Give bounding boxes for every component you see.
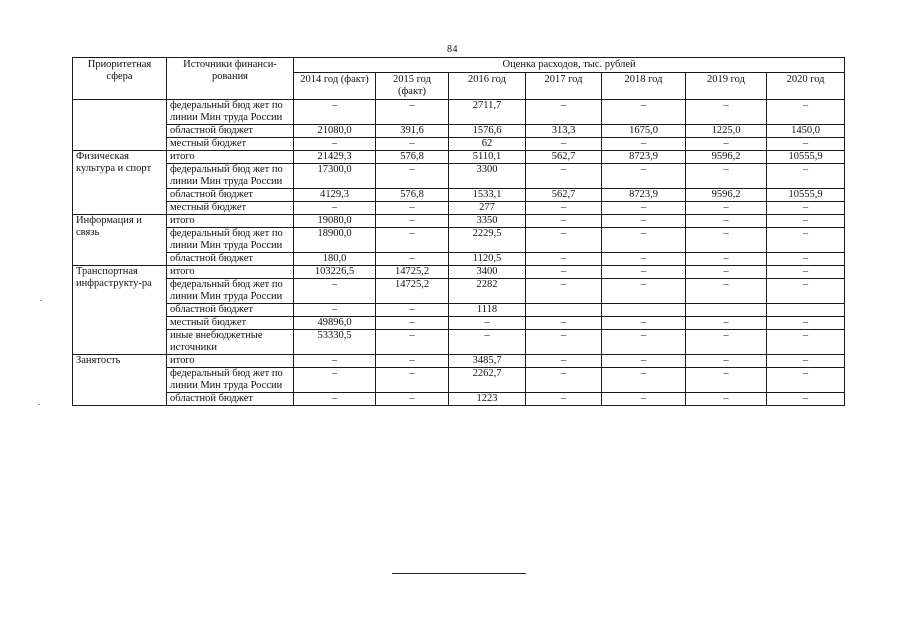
- value-cell: –: [376, 355, 449, 368]
- header-year: 2020 год: [767, 73, 845, 100]
- value-cell: –: [602, 138, 686, 151]
- value-cell: 562,7: [526, 151, 602, 164]
- value-cell: –: [767, 317, 845, 330]
- value-cell: [526, 304, 602, 317]
- header-year: 2017 год: [526, 73, 602, 100]
- value-cell: –: [602, 368, 686, 393]
- value-cell: –: [767, 138, 845, 151]
- value-cell: –: [602, 266, 686, 279]
- value-cell: 19080,0: [294, 215, 376, 228]
- value-cell: 14725,2: [376, 279, 449, 304]
- value-cell: –: [767, 215, 845, 228]
- table-row: [73, 330, 845, 355]
- value-cell: 2262,7: [449, 368, 526, 393]
- value-cell: –: [686, 355, 767, 368]
- value-cell: –: [767, 355, 845, 368]
- source-cell: итого: [167, 151, 294, 164]
- expense-table: [72, 57, 845, 406]
- value-cell: –: [376, 368, 449, 393]
- value-cell: –: [602, 100, 686, 125]
- value-cell: 1533,1: [449, 189, 526, 202]
- value-cell: 14725,2: [376, 266, 449, 279]
- table-row: [73, 138, 845, 151]
- value-cell: –: [686, 202, 767, 215]
- value-cell: –: [376, 100, 449, 125]
- table-row: [73, 228, 845, 253]
- value-cell: –: [526, 279, 602, 304]
- source-cell: итого: [167, 355, 294, 368]
- value-cell: [602, 304, 686, 317]
- source-cell: итого: [167, 266, 294, 279]
- value-cell: 1450,0: [767, 125, 845, 138]
- table-row: [73, 253, 845, 266]
- source-cell: федеральный бюд жет по линии Мин труда России: [167, 100, 294, 125]
- value-cell: –: [294, 279, 376, 304]
- value-cell: 1223: [449, 393, 526, 406]
- value-cell: 391,6: [376, 125, 449, 138]
- table-row: [73, 304, 845, 317]
- value-cell: 180,0: [294, 253, 376, 266]
- value-cell: –: [686, 138, 767, 151]
- value-cell: –: [686, 100, 767, 125]
- value-cell: –: [602, 355, 686, 368]
- sphere-cell: Информация и связь: [73, 215, 167, 266]
- value-cell: 3485,7: [449, 355, 526, 368]
- value-cell: –: [686, 164, 767, 189]
- value-cell: –: [294, 368, 376, 393]
- source-cell: федеральный бюд жет по линии Мин труда России: [167, 228, 294, 253]
- value-cell: –: [686, 368, 767, 393]
- scan-speck: [38, 404, 40, 405]
- value-cell: 1120,5: [449, 253, 526, 266]
- header-row-top: [73, 58, 845, 73]
- value-cell: –: [526, 368, 602, 393]
- value-cell: –: [376, 304, 449, 317]
- table-row: [73, 202, 845, 215]
- value-cell: –: [294, 100, 376, 125]
- footnote-divider: [392, 573, 526, 574]
- table-row: [73, 164, 845, 189]
- value-cell: 10555,9: [767, 151, 845, 164]
- value-cell: –: [376, 317, 449, 330]
- value-cell: 3350: [449, 215, 526, 228]
- value-cell: –: [686, 215, 767, 228]
- source-cell: иные внебюджетные источники: [167, 330, 294, 355]
- value-cell: 1118: [449, 304, 526, 317]
- value-cell: 4129,3: [294, 189, 376, 202]
- value-cell: 2282: [449, 279, 526, 304]
- value-cell: –: [602, 253, 686, 266]
- value-cell: –: [376, 228, 449, 253]
- value-cell: –: [767, 253, 845, 266]
- header-year: 2019 год: [686, 73, 767, 100]
- value-cell: 53330,5: [294, 330, 376, 355]
- value-cell: –: [526, 228, 602, 253]
- value-cell: 49896,0: [294, 317, 376, 330]
- value-cell: –: [767, 279, 845, 304]
- value-cell: –: [526, 355, 602, 368]
- source-cell: федеральный бюд жет по линии Мин труда России: [167, 164, 294, 189]
- value-cell: –: [767, 368, 845, 393]
- source-cell: федеральный бюд жет по линии Мин труда России: [167, 279, 294, 304]
- value-cell: –: [526, 317, 602, 330]
- header-year: 2016 год: [449, 73, 526, 100]
- table-body: [73, 100, 845, 406]
- value-cell: –: [767, 266, 845, 279]
- value-cell: –: [526, 330, 602, 355]
- sphere-cell: Транспортная инфраструкту-ра: [73, 266, 167, 355]
- source-cell: местный бюджет: [167, 317, 294, 330]
- value-cell: –: [767, 202, 845, 215]
- table-row: [73, 125, 845, 138]
- source-cell: областной бюджет: [167, 125, 294, 138]
- value-cell: –: [602, 393, 686, 406]
- value-cell: 8723,9: [602, 151, 686, 164]
- value-cell: 3300: [449, 164, 526, 189]
- value-cell: –: [376, 164, 449, 189]
- value-cell: –: [294, 355, 376, 368]
- scan-speck: [40, 300, 42, 301]
- value-cell: –: [376, 202, 449, 215]
- value-cell: –: [686, 253, 767, 266]
- value-cell: [686, 304, 767, 317]
- value-cell: –: [449, 330, 526, 355]
- value-cell: –: [526, 253, 602, 266]
- table-row: [73, 279, 845, 304]
- value-cell: 2229,5: [449, 228, 526, 253]
- value-cell: –: [294, 393, 376, 406]
- value-cell: –: [602, 164, 686, 189]
- value-cell: 103226,5: [294, 266, 376, 279]
- value-cell: –: [376, 393, 449, 406]
- table-row: [73, 393, 845, 406]
- value-cell: –: [376, 253, 449, 266]
- value-cell: –: [686, 317, 767, 330]
- value-cell: –: [526, 202, 602, 215]
- value-cell: 576,8: [376, 151, 449, 164]
- value-cell: –: [602, 202, 686, 215]
- value-cell: –: [602, 215, 686, 228]
- value-cell: 62: [449, 138, 526, 151]
- value-cell: –: [449, 317, 526, 330]
- value-cell: 2711,7: [449, 100, 526, 125]
- value-cell: –: [526, 164, 602, 189]
- value-cell: –: [686, 393, 767, 406]
- value-cell: –: [602, 279, 686, 304]
- source-cell: областной бюджет: [167, 304, 294, 317]
- value-cell: 1675,0: [602, 125, 686, 138]
- table-row: [73, 215, 845, 228]
- table-row: [73, 266, 845, 279]
- table-row: [73, 100, 845, 125]
- value-cell: 17300,0: [294, 164, 376, 189]
- table-row: [73, 368, 845, 393]
- table-row: [73, 317, 845, 330]
- value-cell: –: [767, 164, 845, 189]
- table-row: [73, 355, 845, 368]
- value-cell: –: [294, 138, 376, 151]
- value-cell: –: [294, 304, 376, 317]
- value-cell: –: [686, 228, 767, 253]
- value-cell: –: [686, 330, 767, 355]
- sphere-cell: Физическая культура и спорт: [73, 151, 167, 215]
- header-year: 2018 год: [602, 73, 686, 100]
- header-estimate: Оценка расходов, тыс. рублей: [294, 58, 845, 73]
- value-cell: –: [526, 100, 602, 125]
- value-cell: 5110,1: [449, 151, 526, 164]
- value-cell: 18900,0: [294, 228, 376, 253]
- page-number: 84: [447, 44, 458, 55]
- value-cell: 10555,9: [767, 189, 845, 202]
- value-cell: 1225,0: [686, 125, 767, 138]
- source-cell: местный бюджет: [167, 202, 294, 215]
- value-cell: –: [526, 215, 602, 228]
- sphere-cell: Занятость: [73, 355, 167, 406]
- source-cell: федеральный бюд жет по линии Мин труда России: [167, 368, 294, 393]
- table-row: [73, 189, 845, 202]
- value-cell: 21429,3: [294, 151, 376, 164]
- value-cell: 313,3: [526, 125, 602, 138]
- value-cell: –: [602, 228, 686, 253]
- value-cell: 277: [449, 202, 526, 215]
- header-year: 2014 год (факт): [294, 73, 376, 100]
- value-cell: –: [767, 228, 845, 253]
- value-cell: –: [526, 138, 602, 151]
- value-cell: –: [602, 317, 686, 330]
- value-cell: 576,8: [376, 189, 449, 202]
- value-cell: 8723,9: [602, 189, 686, 202]
- source-cell: итого: [167, 215, 294, 228]
- value-cell: –: [686, 266, 767, 279]
- value-cell: 21080,0: [294, 125, 376, 138]
- value-cell: 9596,2: [686, 189, 767, 202]
- value-cell: 3400: [449, 266, 526, 279]
- value-cell: [767, 304, 845, 317]
- value-cell: –: [376, 215, 449, 228]
- value-cell: 562,7: [526, 189, 602, 202]
- header-year: 2015 год (факт): [376, 73, 449, 100]
- value-cell: –: [767, 393, 845, 406]
- value-cell: –: [376, 138, 449, 151]
- value-cell: –: [767, 330, 845, 355]
- value-cell: –: [526, 393, 602, 406]
- source-cell: областной бюджет: [167, 253, 294, 266]
- header-sphere: Приоритетная сфера: [73, 58, 167, 100]
- value-cell: –: [686, 279, 767, 304]
- source-cell: областной бюджет: [167, 189, 294, 202]
- table-row: [73, 151, 845, 164]
- value-cell: 9596,2: [686, 151, 767, 164]
- header-source: Источники финанси-рования: [167, 58, 294, 100]
- value-cell: –: [602, 330, 686, 355]
- value-cell: –: [767, 100, 845, 125]
- value-cell: –: [294, 202, 376, 215]
- source-cell: областной бюджет: [167, 393, 294, 406]
- value-cell: –: [526, 266, 602, 279]
- sphere-cell: [73, 100, 167, 151]
- value-cell: –: [376, 330, 449, 355]
- source-cell: местный бюджет: [167, 138, 294, 151]
- value-cell: 1576,6: [449, 125, 526, 138]
